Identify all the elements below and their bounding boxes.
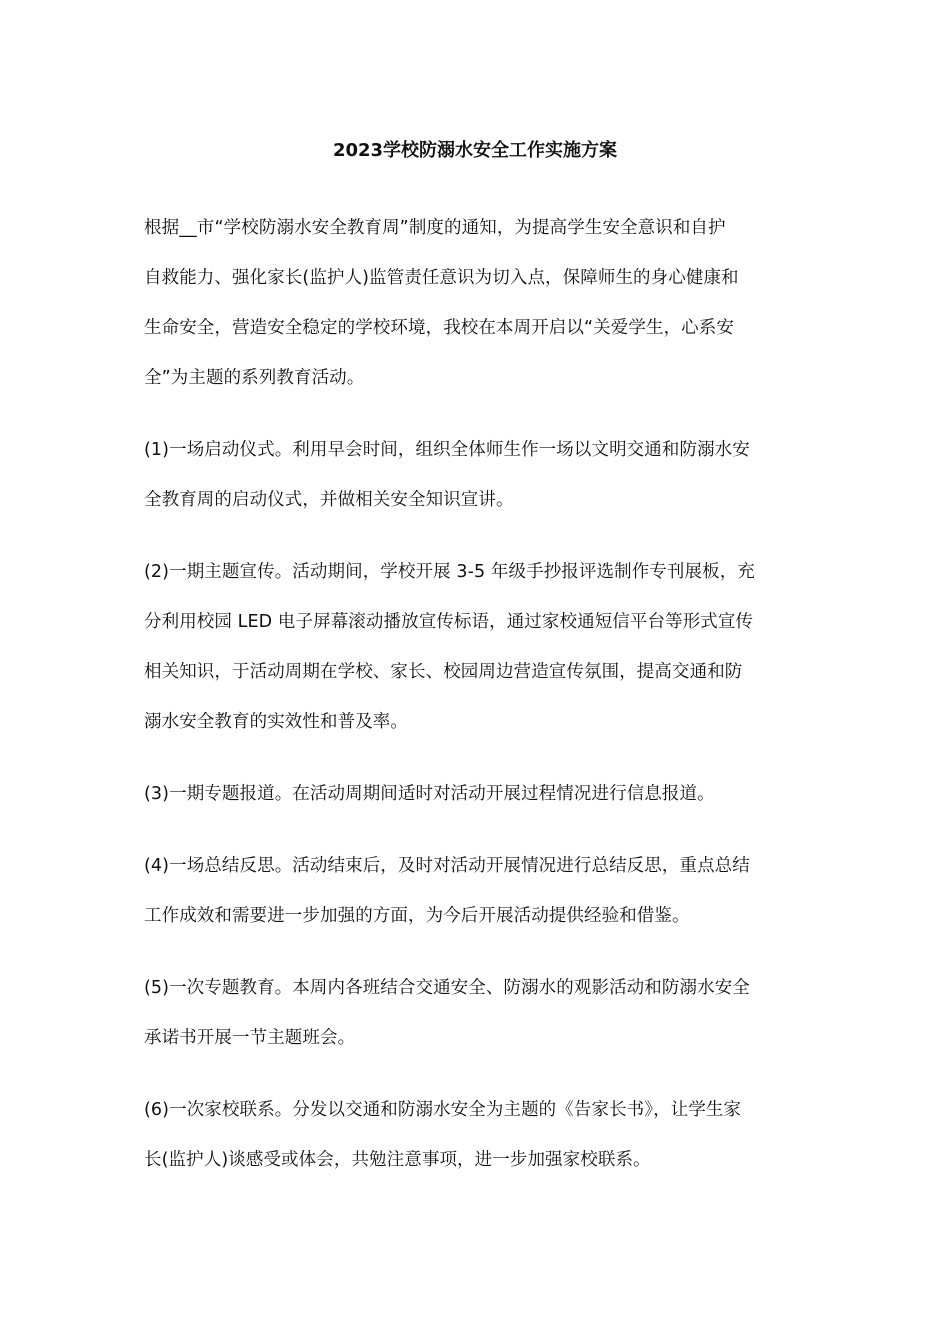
text-line: 全”为主题的系列教育活动。 xyxy=(144,368,365,388)
text-line: 分利用校园 LED 电子屏幕滚动播放宣传标语，通过家校通短信平台等形式宣传 xyxy=(144,612,754,632)
document-title: 2023学校防溺水安全工作实施方案 xyxy=(332,140,618,161)
document-body xyxy=(144,203,812,1207)
text-line: 长(监护人)谈感受或体会，共勉注意事项，进一步加强家校联系。 xyxy=(144,1150,651,1170)
paragraph-item-4 xyxy=(144,841,812,941)
text-line: 工作成效和需要进一步加强的方面，为今后开展活动提供经验和借鉴。 xyxy=(144,906,690,926)
text-line: 溺水安全教育的实效性和普及率。 xyxy=(144,712,408,732)
text-line: 相关知识，于活动周期在学校、家长、校园周边营造宣传氛围，提高交通和防 xyxy=(144,662,743,682)
text-line: (2)一期主题宣传。活动期间，学校开展 3-5 年级手抄报评选制作专刊展板，充 xyxy=(144,562,755,582)
text-line: 生命安全，营造安全稳定的学校环境，我校在本周开启以“关爱学生，心系安 xyxy=(144,318,734,338)
paragraph-item-6 xyxy=(144,1085,812,1185)
text-line: 根据__市“学校防溺水安全教育周”制度的通知，为提高学生安全意识和自护 xyxy=(144,218,726,238)
paragraph-item-5 xyxy=(144,963,812,1063)
paragraph-intro xyxy=(144,203,812,403)
paragraph-item-3 xyxy=(144,769,812,819)
paragraph-item-1 xyxy=(144,425,812,525)
text-line: (3)一期专题报道。在活动周期间适时对活动开展过程情况进行信息报道。 xyxy=(144,784,715,804)
text-line: (5)一次专题教育。本周内各班结合交通安全、防溺水的观影活动和防溺水安全 xyxy=(144,978,750,998)
text-line: (1)一场启动仪式。利用早会时间，组织全体师生作一场以文明交通和防溺水安 xyxy=(144,440,750,460)
text-line: (6)一次家校联系。分发以交通和防溺水安全为主题的《告家长书》，让学生家 xyxy=(144,1100,742,1120)
text-line: (4)一场总结反思。活动结束后，及时对活动开展情况进行总结反思，重点总结 xyxy=(144,856,750,876)
text-line: 全教育周的启动仪式，并做相关安全知识宣讲。 xyxy=(144,490,514,510)
text-line: 承诺书开展一节主题班会。 xyxy=(144,1028,356,1048)
text-line: 自救能力、强化家长(监护人)监管责任意识为切入点，保障师生的身心健康和 xyxy=(144,268,739,288)
paragraph-item-2 xyxy=(144,547,812,747)
